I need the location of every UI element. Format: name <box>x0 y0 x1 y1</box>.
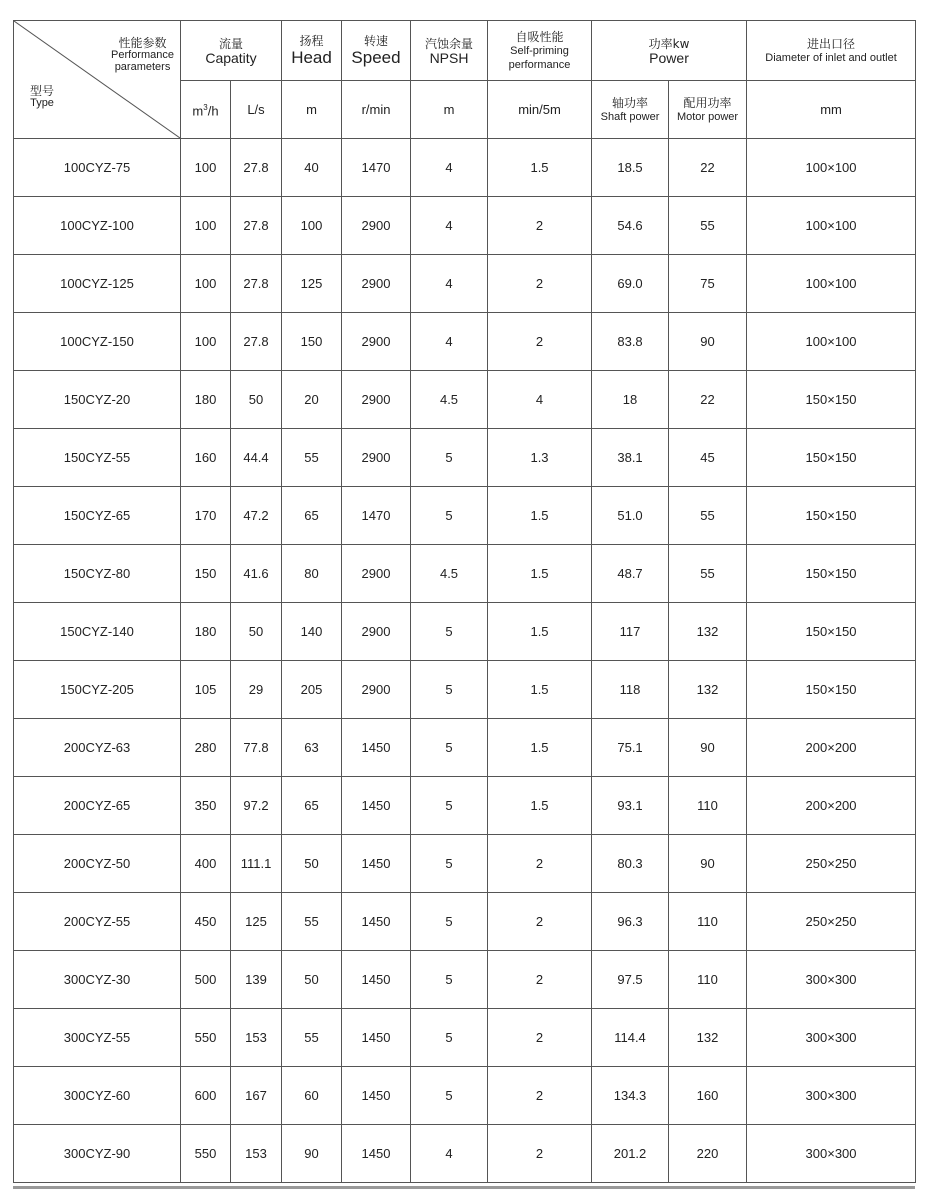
cell-npsh: 5 <box>411 777 488 835</box>
cell-capacity-m3h: 550 <box>181 1125 231 1183</box>
cell-shaft-power: 18 <box>592 371 669 429</box>
cell-motor-power: 22 <box>669 139 747 197</box>
cell-speed: 1450 <box>342 777 411 835</box>
cell-head: 205 <box>282 661 342 719</box>
cell-npsh: 4.5 <box>411 545 488 603</box>
cell-head: 140 <box>282 603 342 661</box>
cell-motor-power: 110 <box>669 893 747 951</box>
cell-motor-power: 90 <box>669 719 747 777</box>
cell-npsh: 4 <box>411 313 488 371</box>
cell-speed: 1470 <box>342 139 411 197</box>
cell-self-priming: 2 <box>488 1067 592 1125</box>
unit-m3h-base: m <box>192 103 204 119</box>
cell-shaft-power: 134.3 <box>592 1067 669 1125</box>
table-row <box>14 1125 916 1183</box>
cell-model: 200CYZ-55 <box>14 893 181 951</box>
cell-head: 80 <box>282 545 342 603</box>
cell-model: 150CYZ-20 <box>14 371 181 429</box>
cell-head: 125 <box>282 255 342 313</box>
parameters-label: parameters <box>114 61 171 73</box>
shaft-power-zh: 轴功率 <box>612 95 649 110</box>
cell-shaft-power: 75.1 <box>592 719 669 777</box>
npsh-zh: 汽蚀余量 <box>425 36 474 51</box>
self-priming-en: Self-priming <box>510 44 569 57</box>
table-row <box>14 197 916 255</box>
cell-self-priming: 2 <box>488 313 592 371</box>
table-row <box>14 429 916 487</box>
cell-capacity-ls: 50 <box>231 603 282 661</box>
cell-motor-power: 110 <box>669 951 747 1009</box>
cell-model: 200CYZ-63 <box>14 719 181 777</box>
cell-self-priming: 1.5 <box>488 603 592 661</box>
cell-speed: 1450 <box>342 835 411 893</box>
cell-shaft-power: 97.5 <box>592 951 669 1009</box>
cell-npsh: 4.5 <box>411 371 488 429</box>
corner-header-cell <box>14 21 181 139</box>
cell-capacity-m3h: 180 <box>181 603 231 661</box>
motor-power-zh: 配用功率 <box>683 95 732 110</box>
speed-en: Speed <box>351 48 401 67</box>
cell-shaft-power: 201.2 <box>592 1125 669 1183</box>
cell-self-priming: 1.5 <box>488 545 592 603</box>
cell-speed: 2900 <box>342 313 411 371</box>
cell-model: 150CYZ-65 <box>14 487 181 545</box>
cell-model: 100CYZ-75 <box>14 139 181 197</box>
cell-motor-power: 22 <box>669 371 747 429</box>
cell-speed: 2900 <box>342 197 411 255</box>
cell-motor-power: 110 <box>669 777 747 835</box>
cell-npsh: 5 <box>411 1009 488 1067</box>
cell-capacity-m3h: 170 <box>181 487 231 545</box>
table-row <box>14 719 916 777</box>
cell-head: 100 <box>282 197 342 255</box>
cell-npsh: 5 <box>411 1067 488 1125</box>
cell-npsh: 5 <box>411 951 488 1009</box>
cell-speed: 2900 <box>342 429 411 487</box>
cell-head: 65 <box>282 777 342 835</box>
cell-model: 150CYZ-80 <box>14 545 181 603</box>
cell-diameter: 200×200 <box>747 777 916 835</box>
cell-self-priming: 1.5 <box>488 661 592 719</box>
cell-head: 55 <box>282 893 342 951</box>
cell-motor-power: 55 <box>669 545 747 603</box>
cell-diameter: 100×100 <box>747 255 916 313</box>
cell-npsh: 4 <box>411 197 488 255</box>
table-row <box>14 371 916 429</box>
cell-capacity-ls: 125 <box>231 893 282 951</box>
cell-capacity-m3h: 160 <box>181 429 231 487</box>
cell-npsh: 4 <box>411 139 488 197</box>
cell-npsh: 5 <box>411 487 488 545</box>
cell-head: 55 <box>282 429 342 487</box>
cell-capacity-m3h: 100 <box>181 197 231 255</box>
unit-diameter: mm <box>747 81 916 139</box>
cell-model: 300CYZ-30 <box>14 951 181 1009</box>
cell-speed: 2900 <box>342 545 411 603</box>
unit-npsh: m <box>411 81 488 139</box>
cell-self-priming: 1.5 <box>488 719 592 777</box>
unit-speed: r/min <box>342 81 411 139</box>
table-row <box>14 255 916 313</box>
capacity-header <box>181 21 282 81</box>
unit-m3h-sup: 3 <box>203 102 208 112</box>
cell-model: 300CYZ-90 <box>14 1125 181 1183</box>
cell-model: 100CYZ-125 <box>14 255 181 313</box>
cell-capacity-m3h: 100 <box>181 255 231 313</box>
cell-shaft-power: 117 <box>592 603 669 661</box>
cell-shaft-power: 69.0 <box>592 255 669 313</box>
cell-self-priming: 2 <box>488 1009 592 1067</box>
cell-capacity-m3h: 350 <box>181 777 231 835</box>
cell-capacity-ls: 27.8 <box>231 255 282 313</box>
head-header <box>282 21 342 81</box>
cell-diameter: 150×150 <box>747 661 916 719</box>
cell-shaft-power: 80.3 <box>592 835 669 893</box>
cell-model: 150CYZ-55 <box>14 429 181 487</box>
cell-motor-power: 90 <box>669 835 747 893</box>
pump-spec-table <box>13 20 916 1183</box>
unit-m3h-rest: /h <box>207 103 219 119</box>
cell-speed: 1450 <box>342 893 411 951</box>
cell-capacity-m3h: 280 <box>181 719 231 777</box>
cell-self-priming: 1.5 <box>488 777 592 835</box>
cell-self-priming: 1.5 <box>488 487 592 545</box>
table-row <box>14 487 916 545</box>
cell-capacity-ls: 44.4 <box>231 429 282 487</box>
power-header <box>592 21 747 81</box>
cell-self-priming: 1.3 <box>488 429 592 487</box>
cell-motor-power: 90 <box>669 313 747 371</box>
shaft-power-header <box>592 81 669 139</box>
performance-parameters-label <box>111 37 174 73</box>
cell-capacity-ls: 77.8 <box>231 719 282 777</box>
unit-m3h <box>181 81 231 139</box>
cell-speed: 2900 <box>342 603 411 661</box>
cell-npsh: 5 <box>411 603 488 661</box>
cell-self-priming: 2 <box>488 1125 592 1183</box>
type-en: Type <box>30 97 54 109</box>
cell-capacity-m3h: 550 <box>181 1009 231 1067</box>
speed-zh: 转速 <box>364 34 389 48</box>
cell-motor-power: 160 <box>669 1067 747 1125</box>
cell-motor-power: 132 <box>669 1009 747 1067</box>
header-row-1 <box>14 21 916 81</box>
cell-model: 150CYZ-140 <box>14 603 181 661</box>
power-zh: 功率kw <box>648 36 690 51</box>
cell-capacity-ls: 29 <box>231 661 282 719</box>
cell-speed: 1450 <box>342 719 411 777</box>
cell-shaft-power: 114.4 <box>592 1009 669 1067</box>
type-zh: 型号 <box>30 84 55 98</box>
unit-ls: L/s <box>231 81 282 139</box>
cell-motor-power: 45 <box>669 429 747 487</box>
cell-capacity-m3h: 600 <box>181 1067 231 1125</box>
performance-label: Performance <box>111 49 174 61</box>
npsh-header <box>411 21 488 81</box>
cell-head: 55 <box>282 1009 342 1067</box>
cell-capacity-ls: 153 <box>231 1125 282 1183</box>
cell-head: 90 <box>282 1125 342 1183</box>
table-row <box>14 1009 916 1067</box>
cell-capacity-m3h: 100 <box>181 139 231 197</box>
cell-shaft-power: 54.6 <box>592 197 669 255</box>
cell-capacity-ls: 167 <box>231 1067 282 1125</box>
cell-npsh: 5 <box>411 661 488 719</box>
cell-capacity-ls: 27.8 <box>231 313 282 371</box>
cell-capacity-m3h: 500 <box>181 951 231 1009</box>
cell-capacity-m3h: 150 <box>181 545 231 603</box>
diameter-en: Diameter of inlet and outlet <box>765 51 897 64</box>
cell-capacity-m3h: 450 <box>181 893 231 951</box>
cell-self-priming: 2 <box>488 951 592 1009</box>
cell-diameter: 150×150 <box>747 545 916 603</box>
table-row <box>14 545 916 603</box>
cell-npsh: 4 <box>411 1125 488 1183</box>
cell-head: 50 <box>282 835 342 893</box>
cell-diameter: 300×300 <box>747 1009 916 1067</box>
cell-head: 40 <box>282 139 342 197</box>
type-label <box>30 85 54 109</box>
motor-power-header <box>669 81 747 139</box>
cell-shaft-power: 18.5 <box>592 139 669 197</box>
cell-diameter: 150×150 <box>747 487 916 545</box>
cell-npsh: 5 <box>411 719 488 777</box>
cell-speed: 1450 <box>342 1125 411 1183</box>
cell-diameter: 150×150 <box>747 371 916 429</box>
cell-speed: 1450 <box>342 1067 411 1125</box>
table-row <box>14 661 916 719</box>
table-row <box>14 139 916 197</box>
cell-head: 65 <box>282 487 342 545</box>
cell-model: 300CYZ-55 <box>14 1009 181 1067</box>
cell-speed: 1470 <box>342 487 411 545</box>
cell-diameter: 150×150 <box>747 429 916 487</box>
cell-diameter: 300×300 <box>747 1067 916 1125</box>
cell-npsh: 4 <box>411 255 488 313</box>
table-row <box>14 835 916 893</box>
unit-head: m <box>282 81 342 139</box>
cell-model: 200CYZ-65 <box>14 777 181 835</box>
cell-self-priming: 1.5 <box>488 139 592 197</box>
cell-model: 200CYZ-50 <box>14 835 181 893</box>
cell-shaft-power: 96.3 <box>592 893 669 951</box>
cell-motor-power: 55 <box>669 197 747 255</box>
cell-speed: 1450 <box>342 1009 411 1067</box>
cell-npsh: 5 <box>411 835 488 893</box>
cell-shaft-power: 48.7 <box>592 545 669 603</box>
cell-capacity-ls: 41.6 <box>231 545 282 603</box>
speed-header <box>342 21 411 81</box>
cell-self-priming: 2 <box>488 255 592 313</box>
cell-capacity-ls: 27.8 <box>231 197 282 255</box>
performance-en: performance <box>508 58 571 71</box>
cell-shaft-power: 93.1 <box>592 777 669 835</box>
table-row <box>14 603 916 661</box>
cell-motor-power: 75 <box>669 255 747 313</box>
self-priming-header <box>488 21 592 81</box>
cell-speed: 2900 <box>342 255 411 313</box>
cell-motor-power: 220 <box>669 1125 747 1183</box>
cell-capacity-ls: 47.2 <box>231 487 282 545</box>
cell-diameter: 100×100 <box>747 197 916 255</box>
cell-npsh: 5 <box>411 429 488 487</box>
table-row <box>14 951 916 1009</box>
motor-power-en: Motor power <box>676 110 739 123</box>
unit-self-priming: min/5m <box>488 81 592 139</box>
cell-head: 50 <box>282 951 342 1009</box>
cell-shaft-power: 83.8 <box>592 313 669 371</box>
cell-shaft-power: 118 <box>592 661 669 719</box>
cell-speed: 2900 <box>342 371 411 429</box>
cell-diameter: 200×200 <box>747 719 916 777</box>
head-zh: 扬程 <box>299 34 324 48</box>
cell-capacity-ls: 50 <box>231 371 282 429</box>
cell-self-priming: 2 <box>488 197 592 255</box>
diameter-header <box>747 21 916 81</box>
cell-capacity-m3h: 180 <box>181 371 231 429</box>
self-priming-zh: 自吸性能 <box>515 29 564 44</box>
npsh-en: NPSH <box>429 49 469 66</box>
bottom-rule <box>13 1186 915 1189</box>
cell-model: 100CYZ-150 <box>14 313 181 371</box>
cell-model: 100CYZ-100 <box>14 197 181 255</box>
cell-model: 150CYZ-205 <box>14 661 181 719</box>
cell-capacity-m3h: 105 <box>181 661 231 719</box>
cell-self-priming: 2 <box>488 835 592 893</box>
cell-npsh: 5 <box>411 893 488 951</box>
cell-head: 60 <box>282 1067 342 1125</box>
cell-diameter: 250×250 <box>747 835 916 893</box>
cell-self-priming: 2 <box>488 893 592 951</box>
table-row <box>14 313 916 371</box>
cell-self-priming: 4 <box>488 371 592 429</box>
cell-capacity-m3h: 100 <box>181 313 231 371</box>
cell-capacity-ls: 27.8 <box>231 139 282 197</box>
table-row <box>14 893 916 951</box>
table-row <box>14 1067 916 1125</box>
cell-shaft-power: 38.1 <box>592 429 669 487</box>
cell-capacity-ls: 139 <box>231 951 282 1009</box>
diameter-zh: 进出口径 <box>807 36 856 51</box>
power-en: Power <box>649 49 689 66</box>
cell-shaft-power: 51.0 <box>592 487 669 545</box>
capacity-zh: 流量 <box>219 36 244 51</box>
cell-capacity-m3h: 400 <box>181 835 231 893</box>
performance-parameters-zh: 性能参数 <box>118 36 167 50</box>
cell-head: 20 <box>282 371 342 429</box>
cell-diameter: 300×300 <box>747 1125 916 1183</box>
table-row <box>14 777 916 835</box>
cell-diameter: 150×150 <box>747 603 916 661</box>
cell-capacity-ls: 111.1 <box>231 835 282 893</box>
cell-capacity-ls: 153 <box>231 1009 282 1067</box>
cell-speed: 1450 <box>342 951 411 1009</box>
cell-head: 63 <box>282 719 342 777</box>
capacity-en: Capatity <box>205 49 257 66</box>
cell-diameter: 100×100 <box>747 313 916 371</box>
cell-motor-power: 132 <box>669 603 747 661</box>
cell-capacity-ls: 97.2 <box>231 777 282 835</box>
head-en: Head <box>291 48 332 67</box>
cell-motor-power: 55 <box>669 487 747 545</box>
cell-diameter: 100×100 <box>747 139 916 197</box>
shaft-power-en: Shaft power <box>600 110 660 123</box>
cell-head: 150 <box>282 313 342 371</box>
cell-motor-power: 132 <box>669 661 747 719</box>
cell-diameter: 300×300 <box>747 951 916 1009</box>
cell-speed: 2900 <box>342 661 411 719</box>
cell-model: 300CYZ-60 <box>14 1067 181 1125</box>
cell-diameter: 250×250 <box>747 893 916 951</box>
